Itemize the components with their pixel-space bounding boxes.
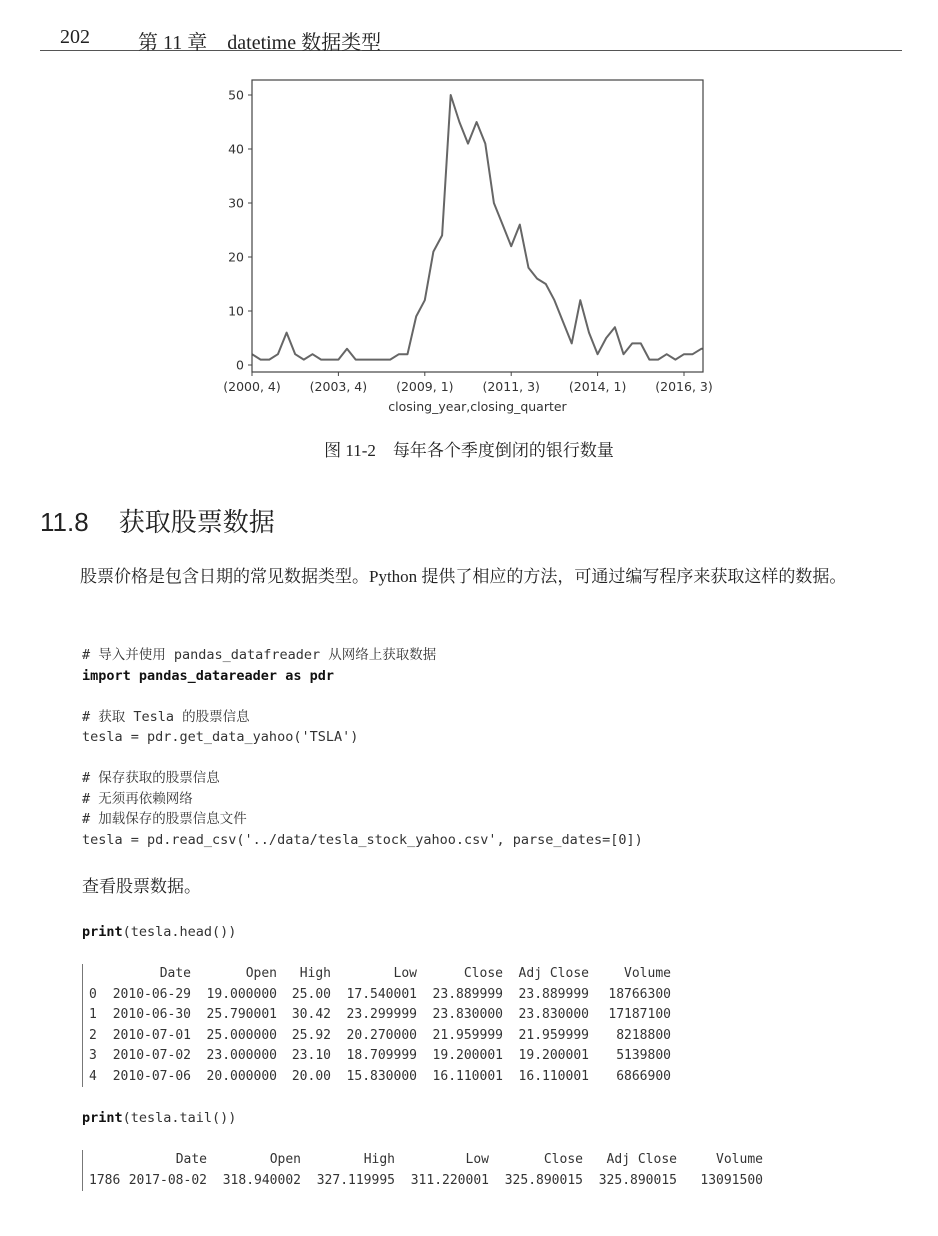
table-cell: Low (393, 966, 417, 981)
table-cell: Open (269, 1152, 301, 1167)
table-cell: 23.889999 (518, 986, 589, 1002)
table-header-row (89, 964, 671, 985)
table-cell: Volume (716, 1152, 763, 1167)
table-cell (89, 964, 105, 985)
code-block-import (82, 645, 643, 850)
table-cell: 19.200001 (518, 1048, 589, 1063)
chapter-title: 第 11 章 datetime 数据类型 (138, 32, 382, 54)
table-cell: 21.959999 (518, 1027, 589, 1043)
table-cell: Adj Close (606, 1152, 677, 1167)
table-cell: 16.110001 (518, 1068, 589, 1084)
table-cell: 2010-07-06 (112, 1068, 191, 1084)
table-row (89, 1005, 671, 1026)
code-line: # 导入并使用 pandas_datafreader 从网络上获取数据 (82, 647, 437, 663)
table-cell: 1 (89, 1007, 97, 1022)
table-cell: Open (245, 966, 277, 981)
section-heading (40, 502, 275, 539)
code-line: tesla = pd.read_csv('../data/tesla_stock_yahoo.csv', parse_dates=[0]) (82, 831, 643, 848)
table-row (89, 1046, 671, 1067)
table-cell: Date (175, 1152, 207, 1167)
section-number: 11.8 (40, 507, 89, 537)
y-tick-label: 10 (228, 303, 244, 319)
keyword-print: print (82, 1110, 123, 1126)
table-cell: 23.830000 (432, 1007, 503, 1022)
code-line: # 加载保存的股票信息文件 (82, 811, 247, 827)
table-cell: 17187100 (608, 1007, 671, 1022)
table-row (89, 985, 671, 1006)
table-cell: 21.959999 (432, 1027, 503, 1043)
table-cell: Low (465, 1152, 489, 1167)
table-cell: 17.540001 (346, 986, 417, 1002)
table-cell: High (363, 1152, 395, 1167)
table-cell: 2017-08-02 (128, 1172, 207, 1188)
table-cell: 1786 (89, 1172, 121, 1188)
table-cell: 25.000000 (206, 1027, 277, 1043)
table-cell: 2010-06-29 (112, 986, 191, 1002)
table-cell: 20.270000 (346, 1027, 417, 1043)
dataframe-table (89, 1150, 763, 1191)
table-cell: Date (159, 966, 191, 981)
section-title: 获取股票数据 (118, 507, 275, 537)
code-line (82, 686, 643, 707)
code-line: import pandas_datareader as pdr (82, 667, 334, 684)
table-cell: Close (543, 1152, 583, 1167)
table-cell: 13091500 (700, 1172, 763, 1188)
x-tick-label: (2014, 1) (568, 379, 627, 394)
table-cell: 19.000000 (206, 986, 277, 1002)
table-cell: 16.110001 (432, 1068, 503, 1084)
table-cell: 23.889999 (432, 986, 503, 1002)
table-header-row (89, 1150, 763, 1171)
table-cell: 3 (89, 1048, 97, 1063)
table-cell: 20.000000 (206, 1068, 277, 1084)
output-head-table (82, 964, 671, 1087)
table-cell: 23.830000 (518, 1007, 589, 1022)
table-cell: 311.220001 (410, 1172, 489, 1188)
table-cell: 0 (89, 986, 97, 1002)
table-cell: 325.890015 (598, 1172, 677, 1188)
table-cell: 30.42 (291, 1007, 331, 1022)
body-text-view-data: 查看股票数据。 (82, 877, 201, 896)
table-row (89, 1171, 763, 1192)
table-cell: 23.299999 (346, 1007, 417, 1022)
code-line: tesla = pdr.get_data_yahoo('TSLA') (82, 729, 359, 745)
table-cell: 19.200001 (432, 1048, 503, 1063)
figure-caption: 图 11-2 每年各个季度倒闭的银行数量 (324, 441, 614, 460)
table-row (89, 1067, 671, 1088)
code-args: (tesla.head()) (122, 924, 237, 940)
table-cell: 23.10 (291, 1048, 331, 1063)
table-cell: 2010-07-02 (112, 1048, 191, 1063)
table-cell: 15.830000 (346, 1068, 417, 1084)
table-cell: 6866900 (616, 1068, 671, 1084)
x-tick-label: (2000, 4) (223, 379, 281, 394)
y-tick-label: 40 (228, 141, 244, 157)
table-cell: 20.00 (291, 1068, 331, 1084)
page-header (40, 22, 902, 54)
x-tick-label: (2003, 4) (309, 379, 368, 394)
table-cell: 25.790001 (206, 1007, 277, 1022)
output-tail-table (82, 1150, 763, 1191)
code-line: # 获取 Tesla 的股票信息 (82, 708, 250, 725)
table-cell: 327.119995 (316, 1172, 395, 1188)
table-cell: 2 (89, 1027, 97, 1043)
table-cell: Volume (624, 966, 671, 981)
y-tick-label: 0 (236, 357, 244, 373)
code-print-tail (82, 1108, 236, 1129)
y-tick-label: 30 (228, 195, 244, 211)
table-cell (89, 1150, 121, 1171)
code-line (82, 748, 643, 769)
data-line (252, 95, 703, 360)
code-line: # 无须再依赖网络 (82, 790, 193, 807)
code-args: (tesla.tail()) (122, 1110, 237, 1126)
table-cell: Adj Close (518, 966, 589, 981)
x-tick-label: (2011, 3) (482, 379, 540, 394)
table-cell: Close (463, 966, 503, 981)
table-row (89, 1026, 671, 1047)
line-chart (210, 75, 730, 425)
table-cell: 5139800 (616, 1048, 671, 1063)
code-print-head (82, 922, 236, 943)
table-cell: 18.709999 (346, 1048, 417, 1063)
table-cell: 8218800 (616, 1027, 671, 1043)
page-number: 202 (60, 26, 90, 48)
table-cell: 318.940002 (222, 1172, 301, 1188)
table-cell: 2010-07-01 (112, 1027, 191, 1043)
x-tick-label: (2009, 1) (396, 379, 454, 394)
table-cell: 4 (89, 1068, 97, 1084)
body-paragraph: 股票价格是包含日期的常见数据类型。Python 提供了相应的方法，可通过编写程序来获取这样的数据。 (80, 567, 847, 586)
table-cell: 25.92 (291, 1027, 331, 1043)
x-axis-label: closing_year,closing_quarter (388, 399, 567, 414)
table-cell: 2010-06-30 (112, 1007, 191, 1022)
table-cell: 325.890015 (504, 1172, 583, 1188)
y-tick-label: 20 (228, 249, 244, 265)
table-cell: 18766300 (608, 986, 671, 1002)
x-tick-label: (2016, 3) (655, 379, 713, 394)
table-cell: High (299, 966, 331, 981)
keyword-print: print (82, 924, 123, 940)
table-cell: 25.00 (291, 986, 331, 1002)
y-tick-label: 50 (228, 87, 244, 103)
table-cell: 23.000000 (206, 1048, 277, 1063)
dataframe-table (89, 964, 671, 1087)
code-line: # 保存获取的股票信息 (82, 770, 220, 786)
